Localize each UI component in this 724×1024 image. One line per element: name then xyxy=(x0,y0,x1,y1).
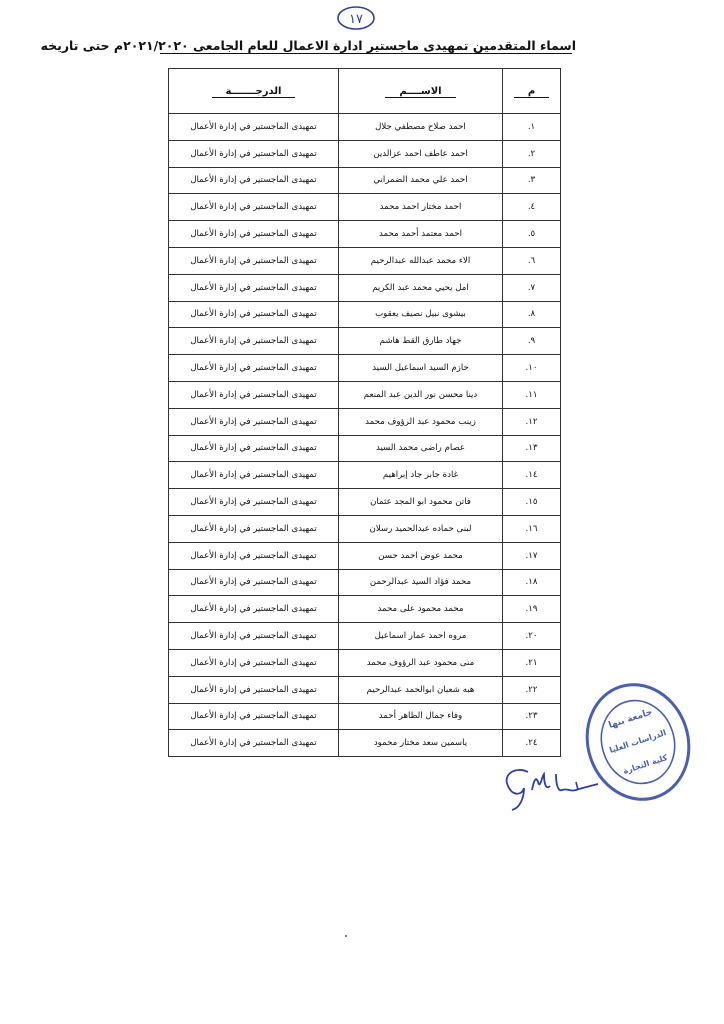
applicant-name: عصام راضى محمد السيد xyxy=(339,435,503,462)
applicant-name: بيشوى نبيل نصيف يعقوب xyxy=(339,301,503,328)
applicant-degree: تمهيدى الماجستير في إدارة الأعمال xyxy=(169,114,339,141)
applicant-name: الاء محمد عبدالله عبدالرحيم xyxy=(339,247,503,274)
applicant-name: جهاد طارق القط هاشم xyxy=(339,328,503,355)
applicant-name: ياسمين سعد مختار محمود xyxy=(339,730,503,757)
row-number: ٣. xyxy=(503,167,561,194)
applicant-name: لبنى حماده عبدالحميد رسلان xyxy=(339,515,503,542)
applicant-name: منى محمود عبد الرؤوف محمد xyxy=(339,649,503,676)
row-number: ٦. xyxy=(503,247,561,274)
scan-speck xyxy=(345,935,347,937)
table-row xyxy=(169,596,561,623)
applicant-degree: تمهيدى الماجستير في إدارة الأعمال xyxy=(169,569,339,596)
applicant-degree: تمهيدى الماجستير في إدارة الأعمال xyxy=(169,328,339,355)
applicant-degree: تمهيدى الماجستير في إدارة الأعمال xyxy=(169,515,339,542)
applicant-degree: تمهيدى الماجستير في إدارة الأعمال xyxy=(169,649,339,676)
applicant-degree: تمهيدى الماجستير في إدارة الأعمال xyxy=(169,247,339,274)
table-row xyxy=(169,355,561,382)
applicant-degree: تمهيدى الماجستير في إدارة الأعمال xyxy=(169,730,339,757)
applicant-degree: تمهيدى الماجستير في إدارة الأعمال xyxy=(169,676,339,703)
applicant-name: احمد مختار احمد محمد xyxy=(339,194,503,221)
table-row xyxy=(169,247,561,274)
header-degree: الدرجـــــــة xyxy=(169,69,339,114)
table-row xyxy=(169,489,561,516)
row-number: ١٩. xyxy=(503,596,561,623)
table-row xyxy=(169,435,561,462)
applicant-degree: تمهيدى الماجستير في إدارة الأعمال xyxy=(169,194,339,221)
applicant-name: دينا محسن نور الدين عبد المنعم xyxy=(339,381,503,408)
header-number: م xyxy=(503,69,561,114)
row-number: ٥. xyxy=(503,221,561,248)
applicant-name: احمد معتمد أحمد محمد xyxy=(339,221,503,248)
table-row xyxy=(169,114,561,141)
table-row xyxy=(169,274,561,301)
row-number: ٢. xyxy=(503,140,561,167)
applicant-name: محمد فؤاد السيد عبدالرحمن xyxy=(339,569,503,596)
row-number: ٤. xyxy=(503,194,561,221)
applicant-name: محمد عوض احمد حسن xyxy=(339,542,503,569)
table-row xyxy=(169,194,561,221)
page-number-circle xyxy=(334,4,378,32)
row-number: ٢٠. xyxy=(503,623,561,650)
svg-text:كلية التجارة: كلية التجارة xyxy=(622,752,669,776)
row-number: ٨. xyxy=(503,301,561,328)
table-row xyxy=(169,515,561,542)
applicant-degree: تمهيدى الماجستير في إدارة الأعمال xyxy=(169,408,339,435)
applicant-name: هبه شعبان ابوالحمد عبدالرحيم xyxy=(339,676,503,703)
table-row xyxy=(169,542,561,569)
table-row xyxy=(169,381,561,408)
applicants-table xyxy=(168,68,561,757)
page-title: اسماء المتقدمين تمهيدى ماجستير ادارة الاعمال للعام الجامعى ٢٠٢١/٢٠٢٠م حتى تاريخه xyxy=(40,38,576,53)
row-number: ١٤. xyxy=(503,462,561,489)
applicant-degree: تمهيدى الماجستير في إدارة الأعمال xyxy=(169,542,339,569)
title-underline xyxy=(160,53,572,54)
applicant-degree: تمهيدى الماجستير في إدارة الأعمال xyxy=(169,703,339,730)
row-number: ٢٣. xyxy=(503,703,561,730)
svg-text:جامعة بنها: جامعة بنها xyxy=(607,707,654,731)
row-number: ١٠. xyxy=(503,355,561,382)
applicant-name: زينب محمود عبد الرؤوف محمد xyxy=(339,408,503,435)
applicant-degree: تمهيدى الماجستير في إدارة الأعمال xyxy=(169,462,339,489)
university-stamp xyxy=(578,672,698,812)
applicant-name: احمد عاطف احمد عزالدين xyxy=(339,140,503,167)
row-number: ٧. xyxy=(503,274,561,301)
row-number: ٢٤. xyxy=(503,730,561,757)
applicant-degree: تمهيدى الماجستير في إدارة الأعمال xyxy=(169,140,339,167)
table-row xyxy=(169,221,561,248)
applicant-degree: تمهيدى الماجستير في إدارة الأعمال xyxy=(169,167,339,194)
row-number: ١٢. xyxy=(503,408,561,435)
table-row xyxy=(169,167,561,194)
applicant-name: امل يحيي محمد عبد الكريم xyxy=(339,274,503,301)
applicant-degree: تمهيدى الماجستير في إدارة الأعمال xyxy=(169,381,339,408)
applicant-name: حازم السيد اسماعيل السيد xyxy=(339,355,503,382)
table-row xyxy=(169,301,561,328)
table-row xyxy=(169,569,561,596)
row-number: ١. xyxy=(503,114,561,141)
row-number: ١٣. xyxy=(503,435,561,462)
applicant-name: احمد صلاح مصطفي جلال xyxy=(339,114,503,141)
row-number: ٢١. xyxy=(503,649,561,676)
applicant-degree: تمهيدى الماجستير في إدارة الأعمال xyxy=(169,489,339,516)
row-number: ١١. xyxy=(503,381,561,408)
applicant-degree: تمهيدى الماجستير في إدارة الأعمال xyxy=(169,301,339,328)
applicant-degree: تمهيدى الماجستير في إدارة الأعمال xyxy=(169,355,339,382)
header-name: الاســــم xyxy=(339,69,503,114)
table-row xyxy=(169,408,561,435)
applicant-degree: تمهيدى الماجستير في إدارة الأعمال xyxy=(169,596,339,623)
table-row xyxy=(169,703,561,730)
row-number: ٩. xyxy=(503,328,561,355)
applicant-degree: تمهيدى الماجستير في إدارة الأعمال xyxy=(169,274,339,301)
row-number: ١٥. xyxy=(503,489,561,516)
table-header-row xyxy=(169,69,561,114)
applicant-name: مروه احمد عمار اسماعيل xyxy=(339,623,503,650)
row-number: ٢٢. xyxy=(503,676,561,703)
table-row xyxy=(169,623,561,650)
applicant-degree: تمهيدى الماجستير في إدارة الأعمال xyxy=(169,435,339,462)
table-row xyxy=(169,140,561,167)
applicant-name: غادة جابر جاد إبراهيم xyxy=(339,462,503,489)
row-number: ١٦. xyxy=(503,515,561,542)
applicant-degree: تمهيدى الماجستير في إدارة الأعمال xyxy=(169,221,339,248)
row-number: ١٨. xyxy=(503,569,561,596)
applicant-name: وفاء جمال الطاهر أحمد xyxy=(339,703,503,730)
table-row xyxy=(169,462,561,489)
table-row xyxy=(169,328,561,355)
applicant-name: فاتن محمود ابو المجد عثمان xyxy=(339,489,503,516)
svg-text:الدراسات العليا: الدراسات العليا xyxy=(608,728,668,755)
applicant-name: احمد علي محمد الضمراني xyxy=(339,167,503,194)
page-number: ١٧ xyxy=(349,12,363,27)
applicant-name: محمد محمود على محمد xyxy=(339,596,503,623)
table-row xyxy=(169,649,561,676)
applicant-degree: تمهيدى الماجستير في إدارة الأعمال xyxy=(169,623,339,650)
table-row xyxy=(169,676,561,703)
row-number: ١٧. xyxy=(503,542,561,569)
